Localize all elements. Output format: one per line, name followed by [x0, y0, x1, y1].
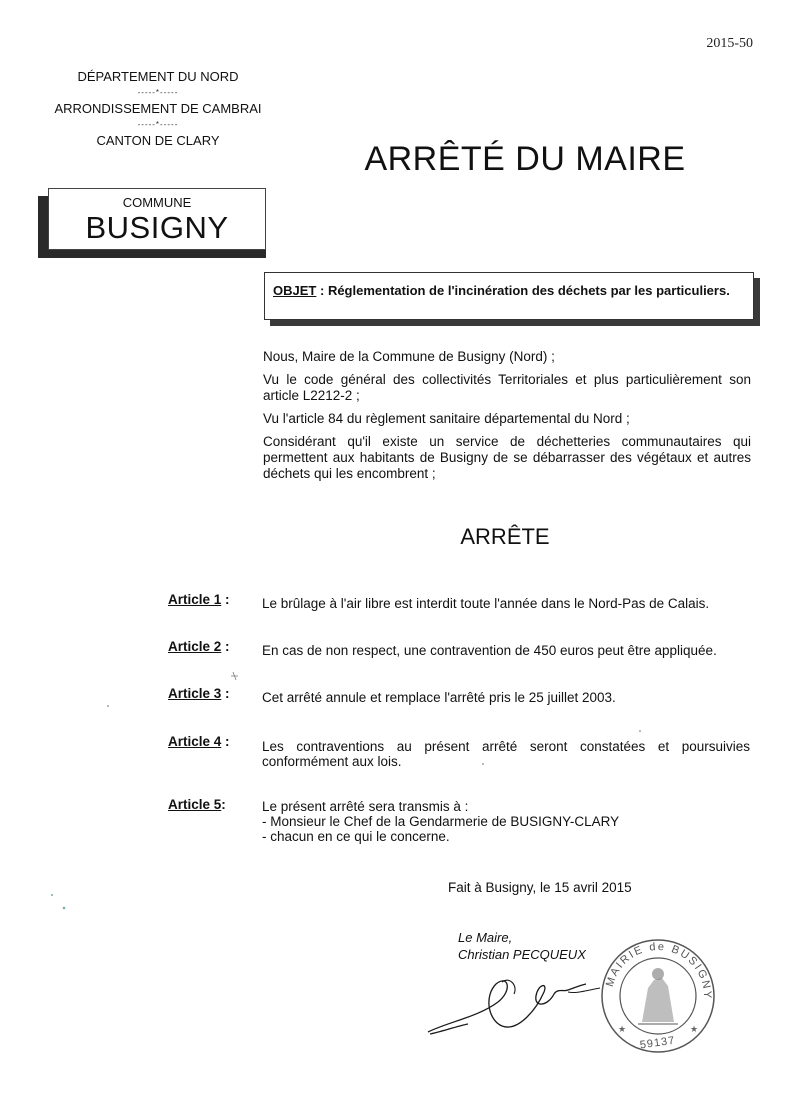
objet-box: [264, 272, 754, 320]
article-line: - Monsieur le Chef de la Gendarmerie de BUSIGNY-CLARY: [262, 814, 620, 829]
commune-box: [48, 188, 266, 250]
header-separator: -----*-----: [137, 120, 179, 129]
handwritten-signature: [418, 962, 608, 1042]
article-line: Cet arrêté annule et remplace l'arrêté pris le 25 juillet 2003.: [262, 690, 616, 705]
svg-text:59137: 59137: [639, 1034, 677, 1052]
article-line: - chacun en ce qui le concerne.: [262, 829, 450, 844]
objet-label: OBJET: [273, 283, 317, 298]
document-number: 2015-50: [706, 36, 753, 51]
article-3-label: Article 3 :: [168, 686, 230, 701]
preamble-line: Vu le code général des collectivités Territoriales et plus particulièrement son article L2212-2 ;: [263, 372, 751, 403]
preamble-line: Considérant qu'il existe un service de déchetteries communautaires qui permettent aux habitants de Busigny de se débarrasser des végétaux et autres déchets qui les encombrent ;: [263, 434, 751, 481]
article-line: Le présent arrêté sera transmis à :: [262, 799, 469, 814]
arrete-heading: ARRÊTE: [460, 524, 550, 549]
page-title: ARRÊTÉ DU MAIRE: [364, 140, 686, 178]
svg-text:★: ★: [690, 1024, 699, 1034]
article-line: Le brûlage à l'air libre est interdit toute l'année dans le Nord-Pas de Calais.: [262, 596, 710, 611]
preamble-line: Vu l'article 84 du règlement sanitaire départemental du Nord ;: [263, 411, 630, 426]
article-5-label: Article 5:: [168, 797, 226, 812]
signatory-name: Christian PECQUEUX: [458, 947, 586, 962]
article-1-text: [262, 596, 750, 611]
objet-separator: :: [319, 283, 325, 298]
article-2-label: Article 2 :: [168, 639, 230, 654]
place-date: Fait à Busigny, le 15 avril 2015: [448, 880, 632, 895]
article-4-label: Article 4 :: [168, 734, 230, 749]
signatory-block: [458, 929, 586, 963]
administrative-header: [40, 67, 276, 151]
article-5-text: [262, 799, 750, 844]
commune-name: BUSIGNY: [85, 210, 229, 245]
preamble-line: Nous, Maire de la Commune de Busigny (Nord) ;: [263, 349, 555, 364]
departement-label: DÉPARTEMENT DU NORD: [77, 69, 239, 84]
commune-label: COMMUNE: [122, 195, 192, 210]
article-4-text: [262, 739, 750, 769]
signatory-role: Le Maire,: [458, 930, 513, 945]
article-3-text: [262, 690, 750, 705]
article-line: En cas de non respect, une contravention de 450 euros peut être appliquée.: [262, 643, 717, 658]
article-line: Les contraventions au présent arrêté seront constatées et poursuivies conformément aux lois.: [262, 739, 750, 769]
arrondissement-label: ARRONDISSEMENT DE CAMBRAI: [54, 101, 262, 116]
article-2-text: [262, 643, 750, 658]
svg-text:★: ★: [618, 1024, 627, 1034]
canton-label: CANTON DE CLARY: [96, 133, 220, 148]
article-1-label: Article 1 :: [168, 592, 230, 607]
mayor-seal-stamp: [598, 936, 718, 1056]
preamble: [263, 349, 751, 489]
header-separator: -----*-----: [137, 88, 179, 97]
svg-text:MAIRIE de BUSIGNY: MAIRIE de BUSIGNY: [603, 940, 714, 1001]
objet-text: Réglementation de l'incinération des déchets par les particuliers.: [327, 283, 730, 298]
